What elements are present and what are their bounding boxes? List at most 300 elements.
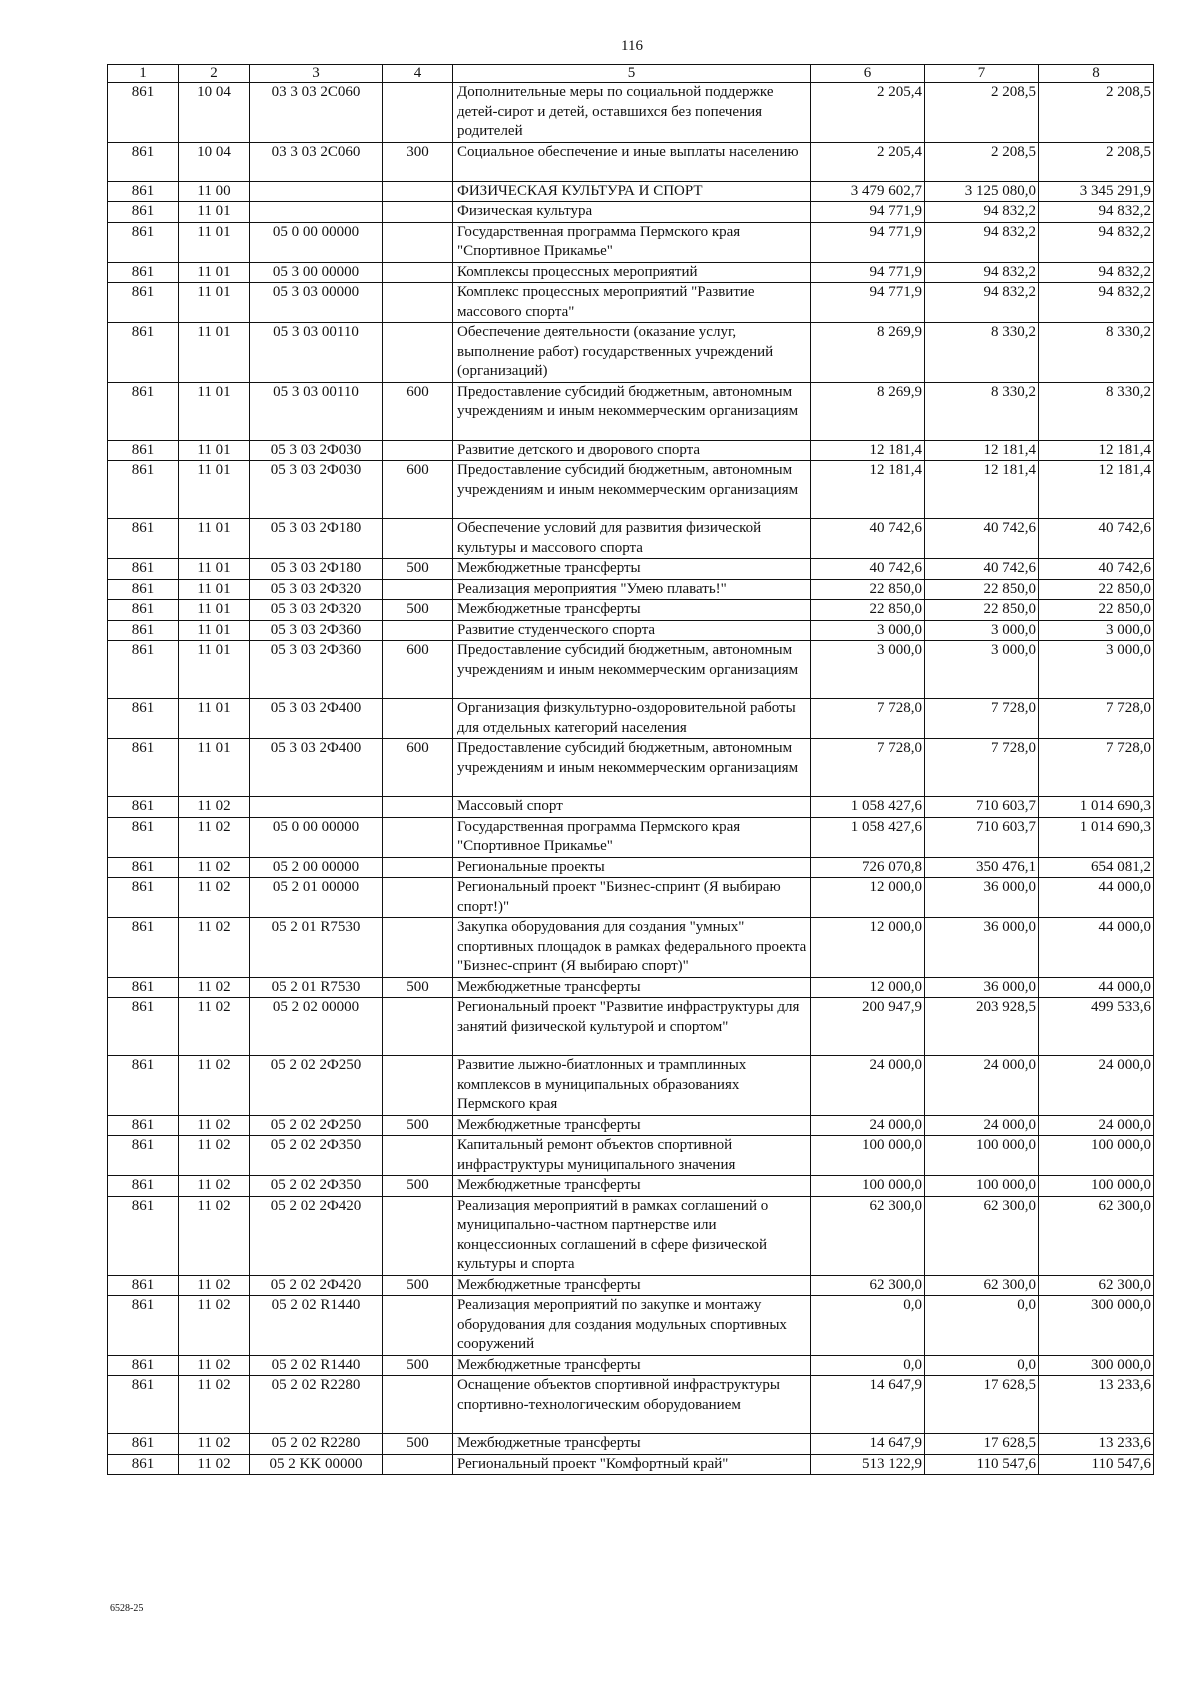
footer-code: 6528-25 bbox=[110, 1603, 144, 1614]
expense-type-cell bbox=[383, 519, 453, 559]
description-cell: Предоставление субсидий бюджетным, автономным учреждениям и иным некоммерческим организациям bbox=[453, 641, 811, 699]
description-cell: Государственная программа Пермского края "Спортивное Прикамье" bbox=[453, 817, 811, 857]
expense-type-cell bbox=[383, 998, 453, 1056]
amount-year-2-cell: 3 000,0 bbox=[925, 620, 1039, 641]
amount-year-2-cell: 2 208,5 bbox=[925, 142, 1039, 181]
table-row bbox=[108, 461, 1154, 519]
target-article-cell: 05 3 03 2Ф030 bbox=[250, 440, 383, 461]
target-article-cell: 03 3 03 2С060 bbox=[250, 83, 383, 143]
table-row bbox=[108, 1196, 1154, 1275]
description-cell: Физическая культура bbox=[453, 202, 811, 223]
admin-code-cell: 861 bbox=[108, 519, 179, 559]
amount-year-2-cell: 100 000,0 bbox=[925, 1176, 1039, 1197]
table-row bbox=[108, 440, 1154, 461]
admin-code-cell: 861 bbox=[108, 1056, 179, 1116]
section-code-cell: 11 02 bbox=[179, 1355, 250, 1376]
target-article-cell: 05 3 03 2Ф180 bbox=[250, 519, 383, 559]
target-article-cell: 05 3 03 2Ф180 bbox=[250, 559, 383, 580]
expense-type-cell bbox=[383, 1376, 453, 1434]
amount-year-3-cell: 44 000,0 bbox=[1039, 977, 1154, 998]
description-cell: ФИЗИЧЕСКАЯ КУЛЬТУРА И СПОРТ bbox=[453, 181, 811, 202]
amount-year-1-cell: 726 070,8 bbox=[811, 857, 925, 878]
amount-year-1-cell: 2 205,4 bbox=[811, 142, 925, 181]
column-header-4: 4 bbox=[383, 65, 453, 83]
amount-year-2-cell: 22 850,0 bbox=[925, 600, 1039, 621]
expense-type-cell bbox=[383, 202, 453, 223]
expense-type-cell bbox=[383, 1136, 453, 1176]
section-code-cell: 11 02 bbox=[179, 977, 250, 998]
amount-year-3-cell: 2 208,5 bbox=[1039, 83, 1154, 143]
amount-year-1-cell: 94 771,9 bbox=[811, 222, 925, 262]
amount-year-1-cell: 100 000,0 bbox=[811, 1136, 925, 1176]
amount-year-3-cell: 654 081,2 bbox=[1039, 857, 1154, 878]
table-row bbox=[108, 641, 1154, 699]
amount-year-1-cell: 22 850,0 bbox=[811, 579, 925, 600]
amount-year-1-cell: 200 947,9 bbox=[811, 998, 925, 1056]
budget-table bbox=[107, 64, 1154, 1475]
amount-year-1-cell: 3 000,0 bbox=[811, 620, 925, 641]
amount-year-2-cell: 36 000,0 bbox=[925, 878, 1039, 918]
amount-year-1-cell: 62 300,0 bbox=[811, 1196, 925, 1275]
amount-year-3-cell: 40 742,6 bbox=[1039, 519, 1154, 559]
expense-type-cell: 500 bbox=[383, 559, 453, 580]
target-article-cell: 05 2 02 2Ф350 bbox=[250, 1136, 383, 1176]
section-code-cell: 11 01 bbox=[179, 461, 250, 519]
amount-year-3-cell: 2 208,5 bbox=[1039, 142, 1154, 181]
admin-code-cell: 861 bbox=[108, 559, 179, 580]
table-row bbox=[108, 1296, 1154, 1356]
expense-type-cell bbox=[383, 1296, 453, 1356]
section-code-cell: 11 01 bbox=[179, 699, 250, 739]
expense-type-cell bbox=[383, 323, 453, 383]
expense-type-cell bbox=[383, 878, 453, 918]
description-cell: Межбюджетные трансферты bbox=[453, 977, 811, 998]
admin-code-cell: 861 bbox=[108, 202, 179, 223]
amount-year-3-cell: 8 330,2 bbox=[1039, 382, 1154, 440]
section-code-cell: 11 02 bbox=[179, 1056, 250, 1116]
description-cell: Обеспечение условий для развития физической культуры и массового спорта bbox=[453, 519, 811, 559]
section-code-cell: 11 02 bbox=[179, 1434, 250, 1455]
target-article-cell: 05 3 03 00110 bbox=[250, 323, 383, 383]
target-article-cell: 05 3 03 2Ф320 bbox=[250, 600, 383, 621]
column-header-7: 7 bbox=[925, 65, 1039, 83]
amount-year-1-cell: 3 000,0 bbox=[811, 641, 925, 699]
amount-year-3-cell: 13 233,6 bbox=[1039, 1376, 1154, 1434]
amount-year-1-cell: 40 742,6 bbox=[811, 519, 925, 559]
admin-code-cell: 861 bbox=[108, 1454, 179, 1475]
expense-type-cell bbox=[383, 440, 453, 461]
expense-type-cell: 500 bbox=[383, 1434, 453, 1455]
description-cell: Организация физкультурно-оздоровительной работы для отдельных категорий населения bbox=[453, 699, 811, 739]
section-code-cell: 11 01 bbox=[179, 620, 250, 641]
section-code-cell: 11 01 bbox=[179, 559, 250, 580]
description-cell: Межбюджетные трансферты bbox=[453, 600, 811, 621]
amount-year-2-cell: 62 300,0 bbox=[925, 1196, 1039, 1275]
amount-year-3-cell: 1 014 690,3 bbox=[1039, 817, 1154, 857]
section-code-cell: 11 02 bbox=[179, 1196, 250, 1275]
section-code-cell: 11 02 bbox=[179, 918, 250, 978]
section-code-cell: 11 02 bbox=[179, 817, 250, 857]
amount-year-2-cell: 94 832,2 bbox=[925, 283, 1039, 323]
admin-code-cell: 861 bbox=[108, 817, 179, 857]
section-code-cell: 11 02 bbox=[179, 1275, 250, 1296]
amount-year-3-cell: 94 832,2 bbox=[1039, 202, 1154, 223]
table-row bbox=[108, 262, 1154, 283]
section-code-cell: 11 01 bbox=[179, 739, 250, 797]
table-row bbox=[108, 1454, 1154, 1475]
amount-year-1-cell: 12 000,0 bbox=[811, 918, 925, 978]
admin-code-cell: 861 bbox=[108, 878, 179, 918]
table-row bbox=[108, 878, 1154, 918]
amount-year-1-cell: 8 269,9 bbox=[811, 382, 925, 440]
description-cell: Реализация мероприятий по закупке и монтажу оборудования для создания модульных спортивных сооружений bbox=[453, 1296, 811, 1356]
description-cell: Комплекс процессных мероприятий "Развитие массового спорта" bbox=[453, 283, 811, 323]
section-code-cell: 11 02 bbox=[179, 1454, 250, 1475]
section-code-cell: 10 04 bbox=[179, 83, 250, 143]
amount-year-3-cell: 94 832,2 bbox=[1039, 222, 1154, 262]
amount-year-1-cell: 94 771,9 bbox=[811, 202, 925, 223]
amount-year-3-cell: 62 300,0 bbox=[1039, 1275, 1154, 1296]
target-article-cell: 05 0 00 00000 bbox=[250, 817, 383, 857]
target-article-cell: 05 2 02 R1440 bbox=[250, 1355, 383, 1376]
amount-year-2-cell: 203 928,5 bbox=[925, 998, 1039, 1056]
target-article-cell bbox=[250, 797, 383, 818]
section-code-cell: 11 01 bbox=[179, 382, 250, 440]
target-article-cell: 05 2 02 2Ф420 bbox=[250, 1196, 383, 1275]
amount-year-3-cell: 3 000,0 bbox=[1039, 641, 1154, 699]
table-row bbox=[108, 1176, 1154, 1197]
description-cell: Межбюджетные трансферты bbox=[453, 1434, 811, 1455]
table-row bbox=[108, 620, 1154, 641]
admin-code-cell: 861 bbox=[108, 857, 179, 878]
amount-year-1-cell: 0,0 bbox=[811, 1296, 925, 1356]
amount-year-2-cell: 24 000,0 bbox=[925, 1115, 1039, 1136]
amount-year-1-cell: 2 205,4 bbox=[811, 83, 925, 143]
amount-year-1-cell: 100 000,0 bbox=[811, 1176, 925, 1197]
admin-code-cell: 861 bbox=[108, 579, 179, 600]
target-article-cell: 05 2 02 R2280 bbox=[250, 1376, 383, 1434]
amount-year-2-cell: 350 476,1 bbox=[925, 857, 1039, 878]
amount-year-1-cell: 1 058 427,6 bbox=[811, 817, 925, 857]
description-cell: Реализация мероприятия "Умею плавать!" bbox=[453, 579, 811, 600]
description-cell: Развитие лыжно-биатлонных и трамплинных комплексов в муниципальных образованиях Пермского края bbox=[453, 1056, 811, 1116]
admin-code-cell: 861 bbox=[108, 83, 179, 143]
target-article-cell: 05 2 02 00000 bbox=[250, 998, 383, 1056]
amount-year-2-cell: 2 208,5 bbox=[925, 83, 1039, 143]
table-row bbox=[108, 1434, 1154, 1455]
amount-year-3-cell: 7 728,0 bbox=[1039, 739, 1154, 797]
expense-type-cell: 600 bbox=[383, 739, 453, 797]
amount-year-1-cell: 24 000,0 bbox=[811, 1115, 925, 1136]
column-header-1: 1 bbox=[108, 65, 179, 83]
amount-year-1-cell: 513 122,9 bbox=[811, 1454, 925, 1475]
table-row bbox=[108, 202, 1154, 223]
section-code-cell: 10 04 bbox=[179, 142, 250, 181]
description-cell: Межбюджетные трансферты bbox=[453, 1355, 811, 1376]
expense-type-cell: 500 bbox=[383, 600, 453, 621]
admin-code-cell: 861 bbox=[108, 1196, 179, 1275]
amount-year-3-cell: 44 000,0 bbox=[1039, 918, 1154, 978]
amount-year-1-cell: 94 771,9 bbox=[811, 262, 925, 283]
amount-year-3-cell: 300 000,0 bbox=[1039, 1296, 1154, 1356]
table-row bbox=[108, 1136, 1154, 1176]
amount-year-3-cell: 13 233,6 bbox=[1039, 1434, 1154, 1455]
description-cell: Развитие детского и дворового спорта bbox=[453, 440, 811, 461]
target-article-cell: 05 2 00 00000 bbox=[250, 857, 383, 878]
amount-year-2-cell: 17 628,5 bbox=[925, 1434, 1039, 1455]
amount-year-1-cell: 24 000,0 bbox=[811, 1056, 925, 1116]
amount-year-3-cell: 100 000,0 bbox=[1039, 1176, 1154, 1197]
amount-year-1-cell: 12 181,4 bbox=[811, 440, 925, 461]
page-number: 116 bbox=[621, 38, 643, 54]
admin-code-cell: 861 bbox=[108, 461, 179, 519]
expense-type-cell bbox=[383, 1056, 453, 1116]
table-row bbox=[108, 1056, 1154, 1116]
admin-code-cell: 861 bbox=[108, 600, 179, 621]
expense-type-cell bbox=[383, 579, 453, 600]
section-code-cell: 11 02 bbox=[179, 1136, 250, 1176]
target-article-cell: 05 2 01 R7530 bbox=[250, 918, 383, 978]
target-article-cell: 05 3 03 2Ф320 bbox=[250, 579, 383, 600]
description-cell: Развитие студенческого спорта bbox=[453, 620, 811, 641]
expense-type-cell bbox=[383, 181, 453, 202]
table-row bbox=[108, 699, 1154, 739]
amount-year-3-cell: 12 181,4 bbox=[1039, 461, 1154, 519]
amount-year-3-cell: 300 000,0 bbox=[1039, 1355, 1154, 1376]
table-row bbox=[108, 142, 1154, 181]
description-cell: Дополнительные меры по социальной поддержке детей-сирот и детей, оставшихся без попечения родителей bbox=[453, 83, 811, 143]
target-article-cell: 05 2 02 2Ф250 bbox=[250, 1115, 383, 1136]
table-row bbox=[108, 579, 1154, 600]
description-cell: Закупка оборудования для создания "умных" спортивных площадок в рамках федерального проекта "Бизнес-спринт (Я выбираю спорт)" bbox=[453, 918, 811, 978]
target-article-cell bbox=[250, 202, 383, 223]
target-article-cell: 05 3 00 00000 bbox=[250, 262, 383, 283]
admin-code-cell: 861 bbox=[108, 620, 179, 641]
table-row bbox=[108, 977, 1154, 998]
admin-code-cell: 861 bbox=[108, 998, 179, 1056]
amount-year-2-cell: 8 330,2 bbox=[925, 382, 1039, 440]
expense-type-cell bbox=[383, 918, 453, 978]
description-cell: Межбюджетные трансферты bbox=[453, 559, 811, 580]
amount-year-2-cell: 0,0 bbox=[925, 1296, 1039, 1356]
amount-year-1-cell: 14 647,9 bbox=[811, 1434, 925, 1455]
amount-year-3-cell: 3 345 291,9 bbox=[1039, 181, 1154, 202]
admin-code-cell: 861 bbox=[108, 1296, 179, 1356]
amount-year-2-cell: 36 000,0 bbox=[925, 918, 1039, 978]
amount-year-3-cell: 94 832,2 bbox=[1039, 283, 1154, 323]
amount-year-2-cell: 12 181,4 bbox=[925, 461, 1039, 519]
column-header-6: 6 bbox=[811, 65, 925, 83]
section-code-cell: 11 01 bbox=[179, 323, 250, 383]
amount-year-3-cell: 1 014 690,3 bbox=[1039, 797, 1154, 818]
table-row bbox=[108, 83, 1154, 143]
admin-code-cell: 861 bbox=[108, 382, 179, 440]
target-article-cell: 05 3 03 2Ф360 bbox=[250, 641, 383, 699]
amount-year-2-cell: 40 742,6 bbox=[925, 559, 1039, 580]
admin-code-cell: 861 bbox=[108, 222, 179, 262]
admin-code-cell: 861 bbox=[108, 323, 179, 383]
amount-year-2-cell: 62 300,0 bbox=[925, 1275, 1039, 1296]
admin-code-cell: 861 bbox=[108, 1176, 179, 1197]
target-article-cell: 05 3 03 2Ф400 bbox=[250, 739, 383, 797]
target-article-cell: 05 2 02 2Ф350 bbox=[250, 1176, 383, 1197]
amount-year-2-cell: 24 000,0 bbox=[925, 1056, 1039, 1116]
admin-code-cell: 861 bbox=[108, 142, 179, 181]
table-row bbox=[108, 559, 1154, 580]
table-row bbox=[108, 739, 1154, 797]
expense-type-cell bbox=[383, 857, 453, 878]
amount-year-2-cell: 12 181,4 bbox=[925, 440, 1039, 461]
amount-year-2-cell: 94 832,2 bbox=[925, 222, 1039, 262]
expense-type-cell bbox=[383, 620, 453, 641]
amount-year-1-cell: 7 728,0 bbox=[811, 699, 925, 739]
admin-code-cell: 861 bbox=[108, 1136, 179, 1176]
target-article-cell: 05 3 03 00110 bbox=[250, 382, 383, 440]
amount-year-3-cell: 22 850,0 bbox=[1039, 600, 1154, 621]
amount-year-3-cell: 22 850,0 bbox=[1039, 579, 1154, 600]
amount-year-3-cell: 12 181,4 bbox=[1039, 440, 1154, 461]
table-row bbox=[108, 918, 1154, 978]
amount-year-2-cell: 3 125 080,0 bbox=[925, 181, 1039, 202]
description-cell: Оснащение объектов спортивной инфраструктуры спортивно-технологическим оборудованием bbox=[453, 1376, 811, 1434]
admin-code-cell: 861 bbox=[108, 1434, 179, 1455]
section-code-cell: 11 02 bbox=[179, 857, 250, 878]
amount-year-3-cell: 110 547,6 bbox=[1039, 1454, 1154, 1475]
column-header-3: 3 bbox=[250, 65, 383, 83]
expense-type-cell: 500 bbox=[383, 1275, 453, 1296]
description-cell: Региональные проекты bbox=[453, 857, 811, 878]
expense-type-cell bbox=[383, 1196, 453, 1275]
description-cell: Предоставление субсидий бюджетным, автономным учреждениям и иным некоммерческим организациям bbox=[453, 461, 811, 519]
admin-code-cell: 861 bbox=[108, 1355, 179, 1376]
description-cell: Комплексы процессных мероприятий bbox=[453, 262, 811, 283]
target-article-cell: 05 3 03 2Ф360 bbox=[250, 620, 383, 641]
table-row bbox=[108, 323, 1154, 383]
admin-code-cell: 861 bbox=[108, 1376, 179, 1434]
amount-year-3-cell: 24 000,0 bbox=[1039, 1115, 1154, 1136]
section-code-cell: 11 01 bbox=[179, 222, 250, 262]
amount-year-1-cell: 12 181,4 bbox=[811, 461, 925, 519]
amount-year-2-cell: 100 000,0 bbox=[925, 1136, 1039, 1176]
section-code-cell: 11 01 bbox=[179, 579, 250, 600]
amount-year-1-cell: 40 742,6 bbox=[811, 559, 925, 580]
admin-code-cell: 861 bbox=[108, 797, 179, 818]
amount-year-2-cell: 7 728,0 bbox=[925, 699, 1039, 739]
section-code-cell: 11 01 bbox=[179, 519, 250, 559]
section-code-cell: 11 02 bbox=[179, 878, 250, 918]
section-code-cell: 11 02 bbox=[179, 1296, 250, 1356]
section-code-cell: 11 00 bbox=[179, 181, 250, 202]
table-row bbox=[108, 600, 1154, 621]
expense-type-cell bbox=[383, 817, 453, 857]
table-row bbox=[108, 1275, 1154, 1296]
description-cell: Межбюджетные трансферты bbox=[453, 1115, 811, 1136]
amount-year-3-cell: 40 742,6 bbox=[1039, 559, 1154, 580]
section-code-cell: 11 01 bbox=[179, 600, 250, 621]
admin-code-cell: 861 bbox=[108, 918, 179, 978]
column-header-2: 2 bbox=[179, 65, 250, 83]
description-cell: Социальное обеспечение и иные выплаты населению bbox=[453, 142, 811, 181]
section-code-cell: 11 02 bbox=[179, 1176, 250, 1197]
amount-year-3-cell: 3 000,0 bbox=[1039, 620, 1154, 641]
expense-type-cell: 500 bbox=[383, 977, 453, 998]
table-header-row bbox=[108, 65, 1154, 83]
description-cell: Межбюджетные трансферты bbox=[453, 1176, 811, 1197]
section-code-cell: 11 01 bbox=[179, 262, 250, 283]
amount-year-1-cell: 12 000,0 bbox=[811, 977, 925, 998]
amount-year-2-cell: 0,0 bbox=[925, 1355, 1039, 1376]
description-cell: Региональный проект "Комфортный край" bbox=[453, 1454, 811, 1475]
expense-type-cell: 600 bbox=[383, 461, 453, 519]
amount-year-3-cell: 62 300,0 bbox=[1039, 1196, 1154, 1275]
description-cell: Обеспечение деятельности (оказание услуг, выполнение работ) государственных учреждений (организаций) bbox=[453, 323, 811, 383]
amount-year-1-cell: 94 771,9 bbox=[811, 283, 925, 323]
amount-year-3-cell: 100 000,0 bbox=[1039, 1136, 1154, 1176]
table-row bbox=[108, 1115, 1154, 1136]
column-header-5: 5 bbox=[453, 65, 811, 83]
expense-type-cell: 600 bbox=[383, 641, 453, 699]
section-code-cell: 11 02 bbox=[179, 1115, 250, 1136]
amount-year-3-cell: 8 330,2 bbox=[1039, 323, 1154, 383]
target-article-cell: 05 3 03 00000 bbox=[250, 283, 383, 323]
section-code-cell: 11 02 bbox=[179, 998, 250, 1056]
expense-type-cell: 600 bbox=[383, 382, 453, 440]
amount-year-1-cell: 7 728,0 bbox=[811, 739, 925, 797]
amount-year-1-cell: 0,0 bbox=[811, 1355, 925, 1376]
admin-code-cell: 861 bbox=[108, 262, 179, 283]
table-row bbox=[108, 1376, 1154, 1434]
amount-year-2-cell: 7 728,0 bbox=[925, 739, 1039, 797]
expense-type-cell bbox=[383, 262, 453, 283]
target-article-cell: 05 0 00 00000 bbox=[250, 222, 383, 262]
table-row bbox=[108, 857, 1154, 878]
description-cell: Межбюджетные трансферты bbox=[453, 1275, 811, 1296]
table-row bbox=[108, 181, 1154, 202]
admin-code-cell: 861 bbox=[108, 181, 179, 202]
amount-year-1-cell: 14 647,9 bbox=[811, 1376, 925, 1434]
amount-year-2-cell: 17 628,5 bbox=[925, 1376, 1039, 1434]
expense-type-cell bbox=[383, 222, 453, 262]
section-code-cell: 11 02 bbox=[179, 1376, 250, 1434]
target-article-cell: 05 3 03 2Ф400 bbox=[250, 699, 383, 739]
amount-year-2-cell: 94 832,2 bbox=[925, 262, 1039, 283]
description-cell: Капитальный ремонт объектов спортивной инфраструктуры муниципального значения bbox=[453, 1136, 811, 1176]
expense-type-cell: 500 bbox=[383, 1176, 453, 1197]
description-cell: Реализация мероприятий в рамках соглашений о муниципально-частном партнерстве или концессионных соглашений в сфере физической культуры и спорта bbox=[453, 1196, 811, 1275]
admin-code-cell: 861 bbox=[108, 699, 179, 739]
section-code-cell: 11 01 bbox=[179, 202, 250, 223]
admin-code-cell: 861 bbox=[108, 283, 179, 323]
amount-year-3-cell: 94 832,2 bbox=[1039, 262, 1154, 283]
expense-type-cell bbox=[383, 83, 453, 143]
section-code-cell: 11 02 bbox=[179, 797, 250, 818]
admin-code-cell: 861 bbox=[108, 641, 179, 699]
description-cell: Региональный проект "Развитие инфраструктуры для занятий физической культурой и спортом" bbox=[453, 998, 811, 1056]
target-article-cell: 05 2 KK 00000 bbox=[250, 1454, 383, 1475]
amount-year-1-cell: 12 000,0 bbox=[811, 878, 925, 918]
description-cell: Государственная программа Пермского края "Спортивное Прикамье" bbox=[453, 222, 811, 262]
table-row bbox=[108, 222, 1154, 262]
amount-year-3-cell: 7 728,0 bbox=[1039, 699, 1154, 739]
amount-year-1-cell: 3 479 602,7 bbox=[811, 181, 925, 202]
amount-year-2-cell: 710 603,7 bbox=[925, 797, 1039, 818]
amount-year-1-cell: 8 269,9 bbox=[811, 323, 925, 383]
amount-year-3-cell: 44 000,0 bbox=[1039, 878, 1154, 918]
table-row bbox=[108, 797, 1154, 818]
expense-type-cell bbox=[383, 1454, 453, 1475]
amount-year-2-cell: 8 330,2 bbox=[925, 323, 1039, 383]
description-cell: Предоставление субсидий бюджетным, автономным учреждениям и иным некоммерческим организациям bbox=[453, 382, 811, 440]
